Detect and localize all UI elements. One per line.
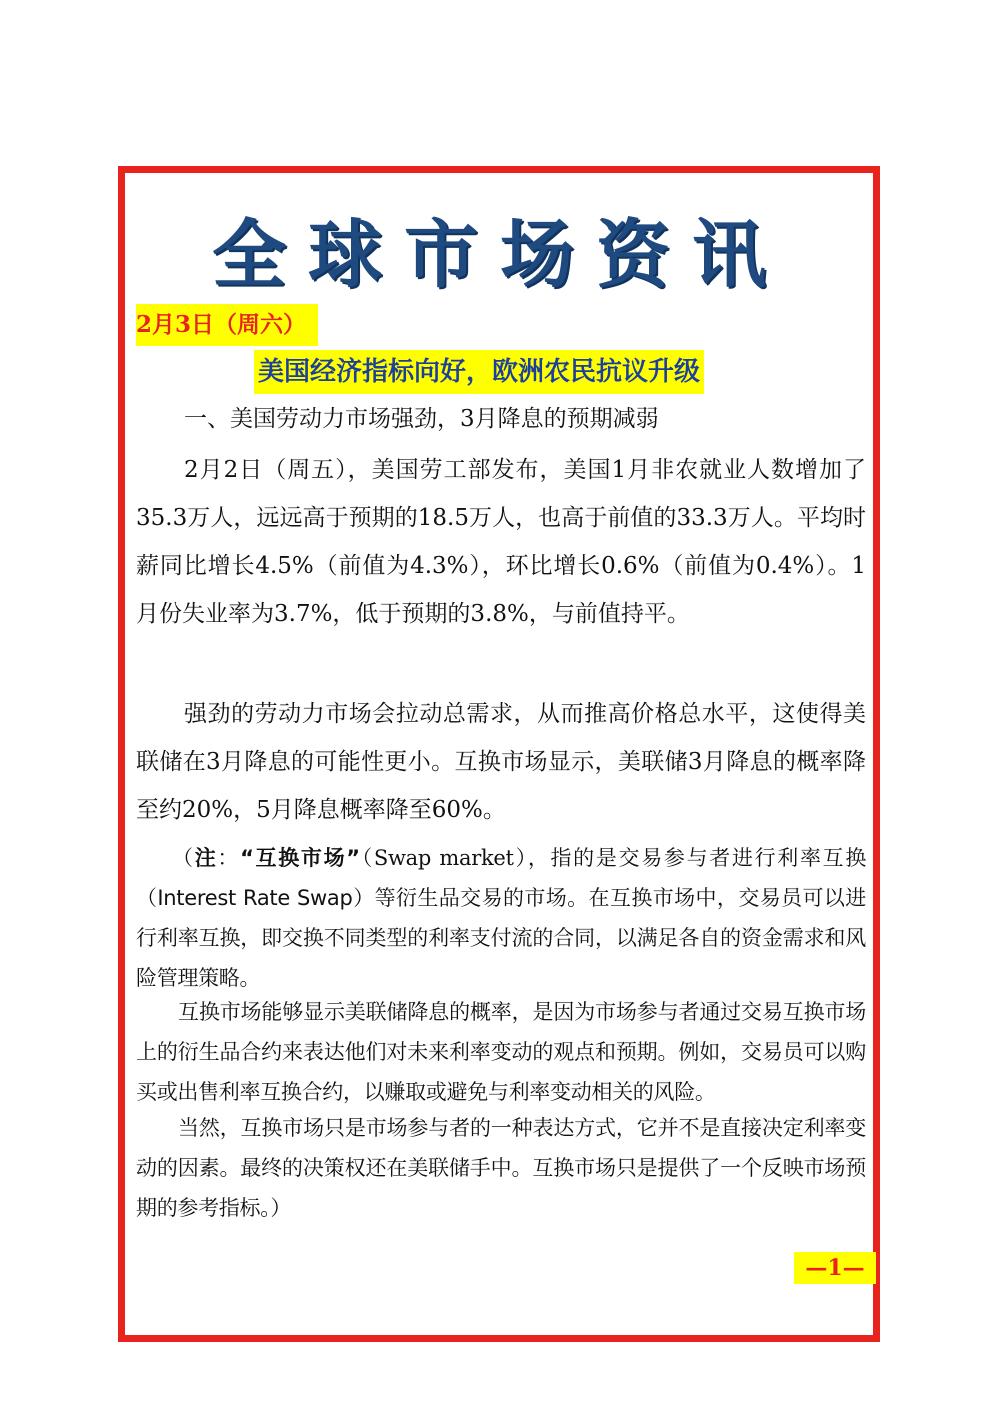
- body-paragraph-1: 2月2日（周五），美国劳工部发布，美国1月非农就业人数增加了35.3万人，远远高于预期的18.5万人，也高于前值的33.3万人。平均时薪同比增长4.5%（前值为4.3%），环比增长0.6%（前值为0.4%）。1月份失业率为3.7%，低于预期的3.8%，与前值持平。: [136, 457, 866, 627]
- note-colon: ：: [217, 846, 241, 870]
- note-term: “互换市场”: [240, 846, 360, 870]
- masthead-title: 全球市场资讯: [212, 212, 788, 298]
- note-paragraph-1: [136, 838, 866, 998]
- body-paragraph-2: 强劲的劳动力市场会拉动总需求，从而推高价格总水平，这使得美联储在3月降息的可能性更小。互换市场显示，美联储3月降息的概率降至约20%，5月降息概率降至60%。: [136, 701, 866, 823]
- note-term-english: （Swap market）: [359, 846, 528, 870]
- note-paragraph-2: 互换市场能够显示美联储降息的概率，是因为市场参与者通过交易互换市场上的衍生品合约来表达他们对未来利率变动的观点和预期。例如，交易员可以购买或出售利率互换合约，以赚取或避免与利率变动相关的风险。: [136, 1000, 866, 1104]
- page-number: —1—: [794, 1252, 876, 1284]
- note-label: 注: [194, 846, 218, 870]
- note-open-paren: （: [172, 846, 195, 870]
- section-title: 一、美国劳动力市场强劲，3月降息的预期减弱: [184, 406, 659, 432]
- note-definition: ，指的是交易参与者进行利率互换（Interest Rate Swap）等衍生品交易的市场。在互换市场中，交易员可以进行利率互换，即交换不同类型的利率支付流的合同，以满足各自的资金需求和风险管理策略。: [136, 846, 867, 990]
- headline: 美国经济指标向好，欧洲农民抗议升级: [254, 350, 704, 394]
- note-paragraph-3: 当然，互换市场只是市场参与者的一种表达方式，它并不是直接决定利率变动的因素。最终的决策权还在美联储手中。互换市场只是提供了一个反映市场预期的参考指标。）: [136, 1116, 866, 1220]
- date-label: 2月3日（周六）: [136, 304, 318, 346]
